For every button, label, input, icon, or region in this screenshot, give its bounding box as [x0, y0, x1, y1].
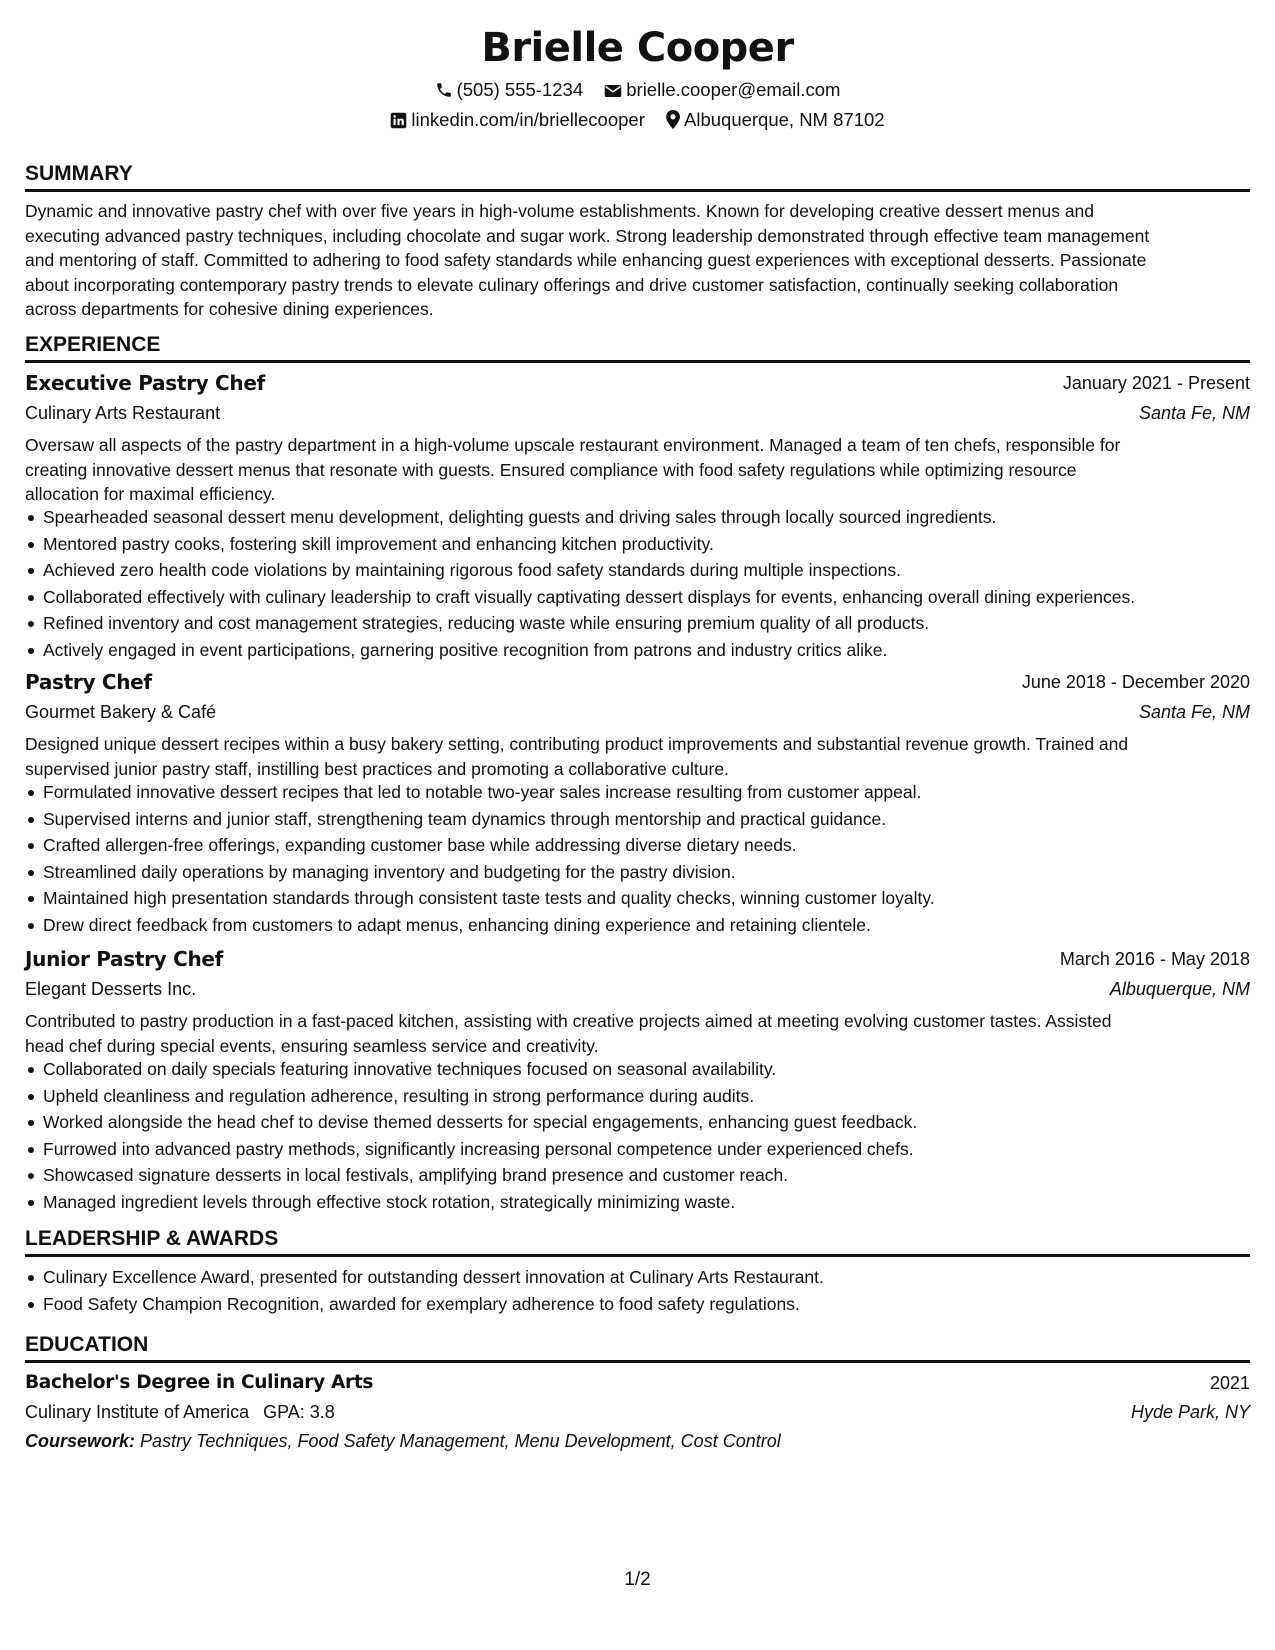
job-location: Santa Fe, NM [1138, 702, 1250, 722]
summary-text [25, 199, 1250, 322]
bullet-item: Food Safety Champion Recognition, awarded for exemplary adherence to food safety regulations. [25, 1291, 1250, 1318]
school-line [25, 1399, 335, 1425]
bullet-item: Maintained high presentation standards through consistent taste tests and quality checks, winning customer loyalty. [25, 885, 1250, 912]
bullet-item: Drew direct feedback from customers to adapt menus, enhancing dining experience and retaining clientele. [25, 912, 1250, 939]
description-line: supervised junior pastry staff, instilling best practices and promoting a collaborative culture. [25, 758, 729, 779]
job-description [25, 732, 1250, 781]
job-bullets [25, 504, 1250, 663]
degree-title: Bachelor's Degree in Culinary Arts [25, 1372, 374, 1393]
job-bullets [25, 1056, 1250, 1215]
envelope-icon [604, 81, 622, 105]
summary-line: across departments for cohesive dining experiences. [25, 299, 434, 319]
resume-page [25, 0, 1250, 1650]
description-line: Designed unique dessert recipes within a busy bakery setting, contributing product improvements and substantial revenue growth. Trained and [25, 734, 1129, 754]
contact-row-secondary [25, 108, 1250, 135]
bullet-item: Collaborated on daily specials featuring innovative techniques focused on seasonal availability. [25, 1056, 1250, 1083]
bullet-item: Streamlined daily operations by managing inventory and budgeting for the pastry division. [25, 859, 1250, 886]
description-line: Contributed to pastry production in a fast-paced kitchen, assisting with creative projects aimed at meeting evolving customer tastes. Assisted [25, 1011, 1112, 1031]
bullet-item: Worked alongside the head chef to devise themed desserts for special engagements, enhancing guest feedback. [25, 1109, 1250, 1136]
bullet-item: Managed ingredient levels through effective stock rotation, strategically minimizing waste. [25, 1189, 1250, 1216]
summary-line: about incorporating contemporary pastry trends to elevate culinary offerings and drive customer satisfaction, continually seeking collaboration [25, 274, 1119, 295]
awards-heading: LEADERSHIP & AWARDS [25, 1227, 279, 1250]
bullet-item: Refined inventory and cost management strategies, reducing waste while ensuring premium quality of all products. [25, 610, 1250, 637]
experience-heading: EXPERIENCE [25, 333, 161, 356]
description-line: allocation for maximal efficiency. [25, 484, 276, 504]
school-name: Culinary Institute of America [25, 1402, 250, 1422]
bullet-item: Furrowed into advanced pastry methods, significantly increasing personal competence under experienced chefs. [25, 1136, 1250, 1163]
linkedin-contact[interactable] [390, 108, 644, 135]
job-title: Pastry Chef [25, 670, 152, 694]
job-company: Gourmet Bakery & Café [25, 702, 217, 722]
job-location: Albuquerque, NM [1109, 979, 1250, 999]
coursework-line [25, 1428, 781, 1454]
gpa: GPA: 3.8 [263, 1402, 335, 1422]
bullet-item: Actively engaged in event participations, garnering positive recognition from patrons and industry critics alike. [25, 637, 1250, 664]
bullet-item: Collaborated effectively with culinary leadership to craft visually captivating dessert displays for events, enhancing overall dining experiences. [25, 584, 1250, 611]
job-location: Santa Fe, NM [1138, 403, 1250, 423]
section-divider [25, 1254, 1250, 1257]
summary-heading: SUMMARY [25, 162, 133, 185]
location-text: Albuquerque, NM 87102 [684, 109, 885, 130]
education-heading: EDUCATION [25, 1333, 149, 1356]
job-dates: January 2021 - Present [1062, 373, 1250, 393]
job-company: Elegant Desserts Inc. [25, 979, 197, 999]
section-divider [25, 1360, 1250, 1363]
map-pin-icon [666, 110, 680, 135]
summary-line: Dynamic and innovative pastry chef with over five years in high-volume establishments. Known for developing creative dessert menus and [25, 201, 1095, 221]
summary-line: and mentoring of staff. Committed to adhering to food safety standards while enhancing guest experiences with exceptional desserts. Passionate [25, 250, 1147, 270]
candidate-name: Brielle Cooper [481, 25, 794, 71]
page-number: 1/2 [624, 1569, 651, 1590]
graduation-year: 2021 [1209, 1373, 1250, 1393]
bullet-item: Achieved zero health code violations by maintaining rigorous food safety standards during multiple inspections. [25, 557, 1250, 584]
phone-contact[interactable] [435, 78, 584, 105]
section-divider [25, 360, 1250, 363]
coursework-list: Pastry Techniques, Food Safety Management, Menu Development, Cost Control [140, 1431, 781, 1451]
summary-line: executing advanced pastry techniques, including chocolate and sugar work. Strong leadership demonstrated through effective team management [25, 225, 1150, 246]
email-contact[interactable] [604, 78, 840, 105]
phone-text: (505) 555-1234 [456, 79, 584, 100]
job-title: Executive Pastry Chef [25, 371, 266, 395]
description-line: creating innovative dessert menus that resonate with guests. Ensured compliance with food safety regulations while optimizing resource [25, 459, 1077, 480]
bullet-item: Mentored pastry cooks, fostering skill improvement and enhancing kitchen productivity. [25, 531, 1250, 558]
job-company: Culinary Arts Restaurant [25, 403, 221, 423]
bullet-item: Formulated innovative dessert recipes that led to notable two-year sales increase resulting from customer appeal. [25, 779, 1250, 806]
section-divider [25, 189, 1250, 192]
description-line: head chef during special events, ensuring seamless service and creativity. [25, 1035, 599, 1056]
job-dates: June 2018 - December 2020 [1021, 672, 1250, 692]
linkedin-icon [390, 111, 407, 135]
bullet-item: Showcased signature desserts in local festivals, amplifying brand presence and customer reach. [25, 1162, 1250, 1189]
school-location: Hyde Park, NY [1130, 1402, 1250, 1422]
description-line: Oversaw all aspects of the pastry department in a high-volume upscale restaurant environment. Managed a team of ten chefs, responsible for [25, 435, 1121, 455]
linkedin-text: linkedin.com/in/briellecooper [411, 109, 645, 130]
bullet-item: Crafted allergen-free offerings, expanding customer base while addressing diverse dietary needs. [25, 832, 1250, 859]
bullet-item: Culinary Excellence Award, presented for outstanding dessert innovation at Culinary Arts Restaurant. [25, 1264, 1250, 1291]
job-description [25, 1009, 1250, 1058]
job-dates: March 2016 - May 2018 [1059, 949, 1250, 969]
contact-row-primary [25, 78, 1250, 105]
awards-bullets [25, 1264, 1250, 1317]
bullet-item: Upheld cleanliness and regulation adherence, resulting in strong performance during audits. [25, 1083, 1250, 1110]
bullet-item: Spearheaded seasonal dessert menu development, delighting guests and driving sales through locally sourced ingredients. [25, 504, 1250, 531]
email-text: brielle.cooper@email.com [626, 79, 841, 100]
coursework-label: Coursework: [25, 1431, 136, 1451]
job-title: Junior Pastry Chef [25, 947, 224, 971]
location-contact [666, 108, 885, 135]
phone-icon [435, 81, 453, 105]
job-description [25, 433, 1250, 507]
job-bullets [25, 779, 1250, 938]
bullet-item: Supervised interns and junior staff, strengthening team dynamics through mentorship and practical guidance. [25, 806, 1250, 833]
